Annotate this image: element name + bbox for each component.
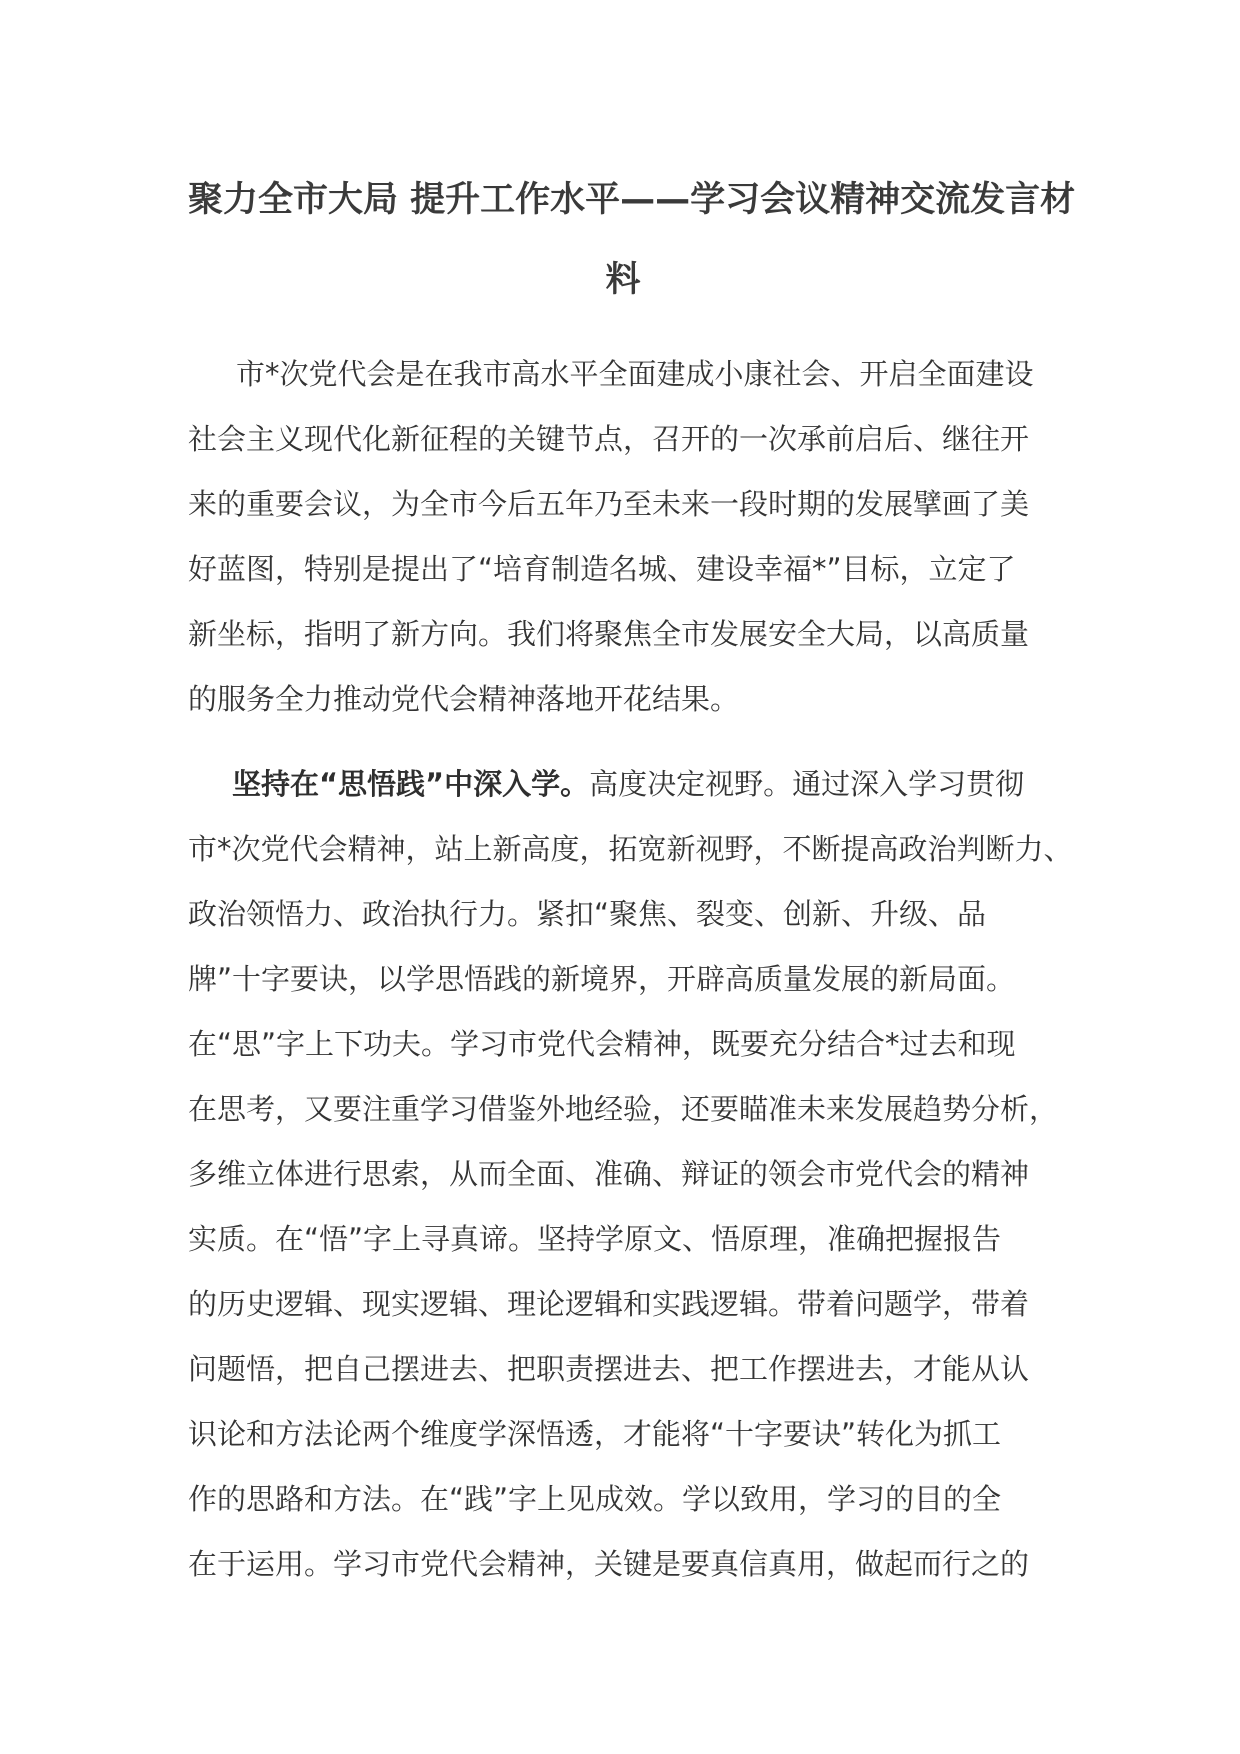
text-line (188, 752, 1058, 817)
text-line: 市*次党代会是在我市高水平全面建成小康社会、开启全面建设 (236, 357, 1034, 391)
text-line: 的历史逻辑、现实逻辑、理论逻辑和实践逻辑。带着问题学，带着 (188, 1287, 1030, 1321)
text-line: 来的重要会议，为全市今后五年乃至未来一段时期的发展擘画了美 (188, 487, 1030, 521)
text-line: 市*次党代会精神，站上新高度，拓宽新视野，不断提高政治判断力、 (188, 832, 1073, 866)
text-line: 多维立体进行思索，从而全面、准确、辩证的领会市党代会的精神 (188, 1157, 1030, 1191)
text-run: 高度决定视野。通过深入学习贯彻 (589, 767, 1025, 801)
text-line: 社会主义现代化新征程的关键节点，召开的一次承前启后、继往开 (188, 422, 1030, 456)
document-page (188, 160, 1076, 1597)
section-heading: 坚持在“思悟践”中深入学。 (232, 767, 590, 801)
text-line: 牌”十字要诀，以学思悟践的新境界，开辟高质量发展的新局面。 (188, 962, 1016, 996)
text-line: 问题悟，把自己摆进去、把职责摆进去、把工作摆进去，才能从认 (188, 1352, 1030, 1386)
text-line: 的服务全力推动党代会精神落地开花结果。 (188, 682, 740, 716)
text-line: 政治领悟力、政治执行力。紧扣“聚焦、裂变、创新、升级、品 (188, 897, 987, 931)
text-line: 实质。在“悟”字上寻真谛。坚持学原文、悟原理，准确把握报告 (188, 1222, 1002, 1256)
text-line: 识论和方法论两个维度学深悟透，才能将“十字要诀”转化为抓工 (188, 1417, 1002, 1451)
document-title (188, 160, 1076, 320)
text-line: 作的思路和方法。在“践”字上见成效。学以致用，学习的目的全 (188, 1482, 1002, 1516)
text-line: 在“思”字上下功夫。学习市党代会精神，既要充分结合*过去和现 (188, 1027, 1016, 1061)
text-line: 在于运用。学习市党代会精神，关键是要真信真用，做起而行之的 (188, 1547, 1030, 1581)
paragraph-intro (188, 342, 1058, 732)
title-line-1: 聚力全市大局 提升工作水平——学习会议精神交流发言材 (188, 180, 1076, 220)
title-line-2: 料 (605, 260, 641, 300)
text-line: 在思考，又要注重学习借鉴外地经验，还要瞄准未来发展趋势分析， (188, 1092, 1059, 1126)
text-line: 新坐标，指明了新方向。我们将聚焦全市发展安全大局，以高质量 (188, 617, 1030, 651)
text-line: 好蓝图，特别是提出了“培育制造名城、建设幸福*”目标，立定了 (188, 552, 1016, 586)
paragraph-study (188, 752, 1073, 1597)
